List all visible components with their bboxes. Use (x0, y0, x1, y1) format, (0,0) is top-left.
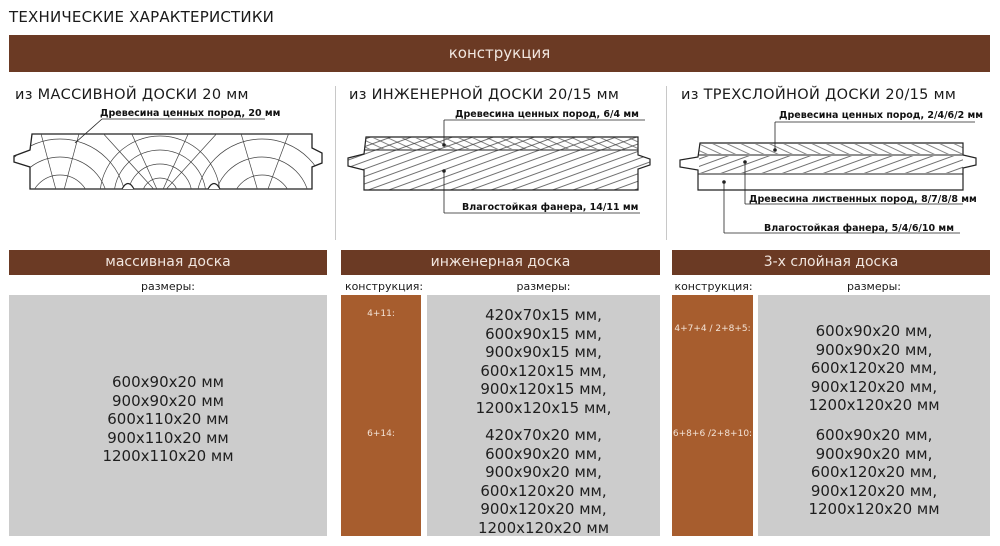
size-item: 900x120x15 мм, (480, 380, 607, 398)
callout-label: Древесина ценных пород, 2/4/6/2 мм (779, 110, 984, 121)
size-item: 900x120x20 мм, (480, 500, 607, 518)
size-item: 600x120x20 мм, (810, 463, 938, 481)
size-item: 420x70x15 мм, (485, 306, 602, 324)
sizes-label: размеры: (846, 280, 901, 293)
callout-label: Древесина ценных пород, 6/4 мм (455, 109, 639, 120)
board-profiles-drawing (0, 100, 1000, 245)
construction-code: 6+8+6 /2+8+10: (672, 429, 753, 439)
size-item: 900x90x15 мм, (485, 343, 602, 361)
construction-code: 4+7+4 / 2+8+5: (674, 324, 751, 334)
size-item: 900x120x20 мм, (810, 481, 938, 500)
size-item: 420x70x20 мм, (485, 426, 602, 444)
three-layer-board-title: из ТРЕХСЛОЙНОЙ ДОСКИ 20/15 мм (681, 87, 957, 103)
three-layer-sizes-cell (758, 295, 990, 536)
callout-label: Древесина ценных пород, 20 мм (100, 108, 281, 119)
construction-label: конструкция: (344, 280, 424, 293)
size-item: 600x90x20 мм, (815, 426, 933, 444)
massive-board-title: из МАССИВНОЙ ДОСКИ 20 мм (15, 87, 249, 103)
size-item: 900x90x20 мм, (815, 444, 933, 463)
callout-label: Древесина лиственных пород, 8/7/8/8 мм (749, 194, 977, 205)
massive-board-header: массивная доска (9, 250, 327, 275)
construction-header: конструкция (9, 35, 990, 72)
size-item: 600x90x20 мм (112, 373, 224, 391)
size-item: 1200x120x20 мм (477, 518, 610, 537)
size-item: 600x90x20 мм, (485, 444, 602, 463)
size-item: 600x90x20 мм, (815, 322, 933, 340)
size-item: 1200x120x15 мм, (475, 398, 612, 417)
size-item: 900x90x20 мм, (485, 463, 602, 481)
three-layer-board-header: 3-х слойная доска (672, 250, 990, 275)
size-item: 900x110x20 мм (107, 428, 229, 447)
engineered-sizes-cell (427, 295, 660, 536)
sizes-label: размеры: (140, 280, 195, 293)
engineered-construction-cell (341, 295, 421, 536)
size-item: 1200x120x20 мм (808, 500, 940, 518)
three-layer-construction-cell (672, 295, 753, 536)
size-item: 900x120x20 мм, (810, 377, 938, 396)
engineered-board-title: из ИНЖЕНЕРНОЙ ДОСКИ 20/15 мм (349, 87, 620, 103)
size-item: 900x90x20 мм, (815, 340, 933, 359)
size-item: 1200x110x20 мм (102, 447, 234, 465)
size-item: 600x110x20 мм (107, 410, 229, 428)
size-item: 600x120x20 мм, (810, 359, 938, 377)
massive-board-profile (0, 108, 328, 245)
callout-label: Влагостойкая фанера, 5/4/6/10 мм (764, 223, 954, 234)
construction-code: 4+11: (367, 309, 395, 319)
callout-label: Влагостойкая фанера, 14/11 мм (462, 202, 639, 213)
three-layer-board-profile (680, 110, 983, 234)
size-item: 600x90x15 мм, (485, 324, 602, 343)
size-item: 900x90x20 мм (112, 391, 224, 410)
massive-sizes-cell (9, 295, 327, 536)
size-item: 600x120x20 мм, (480, 481, 607, 500)
page-title: ТЕХНИЧЕСКИЕ ХАРАКТЕРИСТИКИ (9, 8, 275, 26)
engineered-board-profile (348, 109, 650, 213)
construction-code: 6+14: (367, 429, 395, 439)
sizes-label: размеры: (516, 280, 571, 293)
size-item: 1200x120x20 мм (808, 396, 940, 414)
engineered-board-header: инженерная доска (341, 250, 660, 275)
size-item: 600x120x15 мм, (480, 361, 607, 380)
construction-label: конструкция: (674, 280, 753, 293)
